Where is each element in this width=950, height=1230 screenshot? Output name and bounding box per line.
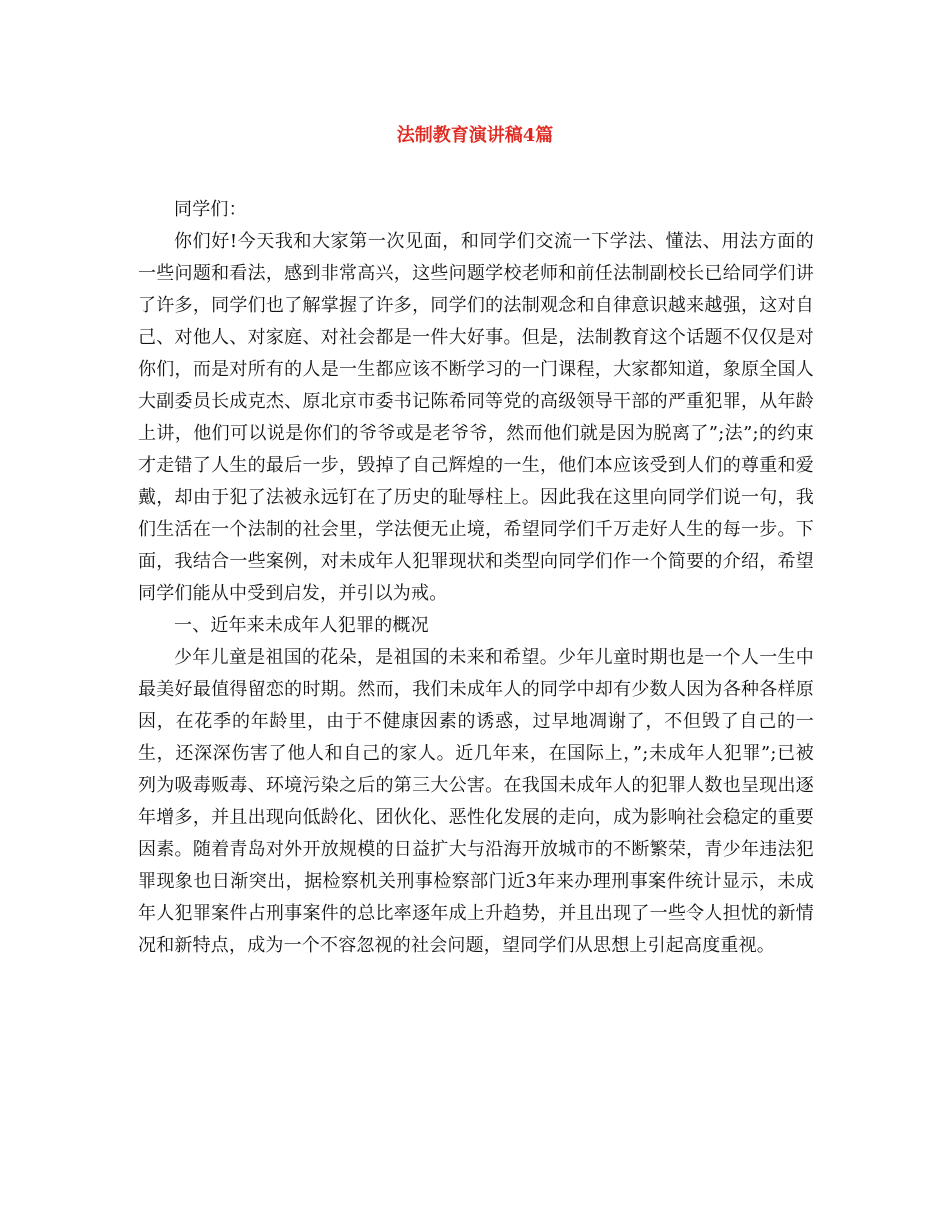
document-body [138,194,814,962]
document-title: 法制教育演讲稿4篇 [396,125,554,146]
salutation-paragraph: 同学们： [174,199,247,220]
section-heading: 一、近年来未成年人犯罪的概况 [174,615,429,636]
overview-paragraph: 少年儿童是祖国的花朵，是祖国的未来和希望。少年儿童时期也是一个人一生中最美好最值得留恋的时期。然而，我们未成年人的同学中却有少数人因为各种各样原因，在花季的年龄里，由于不健康因素的诱惑，过早地凋谢了，不但毁了自己的一生，还深深伤害了他人和自己的家人。近几年来，在国际上，”;未成年人犯罪”;已被列为吸毒贩毒、环境污染之后的第三大公害。在我国未成年人的犯罪人数也呈现出逐年增多，并且出现向低龄化、团伙化、恶性化发展的走向，成为影响社会稳定的重要因素。随着青岛对外开放规模的日益扩大与沿海开放城市的不断繁荣，青少年违法犯罪现象也日渐突出，据检察机关刑事检察部门近3年来办理刑事案件统计显示，未成年人犯罪案件占刑事案件的总比率逐年成上升趋势，并且出现了一些令人担忧的新情况和新特点，成为一个不容忽视的社会问题，望同学们从思想上引起高度重视。 [138,647,814,956]
intro-paragraph: 你们好!今天我和大家第一次见面，和同学们交流一下学法、懂法、用法方面的一些问题和看法，感到非常高兴，这些问题学校老师和前任法制副校长已给同学们讲了许多，同学们也了解掌握了许多，同学们的法制观念和自律意识越来越强，这对自己、对他人、对家庭、对社会都是一件大好事。但是，法制教育这个话题不仅仅是对你们，而是对所有的人是一生都应该不断学习的一门课程，大家都知道，象原全国人大副委员长成克杰、原北京市委书记陈希同等党的高级领导干部的严重犯罪，从年龄上讲，他们可以说是你们的爷爷或是老爷爷，然而他们就是因为脱离了”;法”;的约束才走错了人生的最后一步，毁掉了自己辉煌的一生，他们本应该受到人们的尊重和爱戴，却由于犯了法被永远钉在了历史的耻辱柱上。因此我在这里向同学们说一句，我们生活在一个法制的社会里，学法便无止境，希望同学们千万走好人生的每一步。下面，我结合一些案例，对未成年人犯罪现状和类型向同学们作一个简要的介绍，希望同学们能从中受到启发，并引以为戒。 [138,231,814,604]
